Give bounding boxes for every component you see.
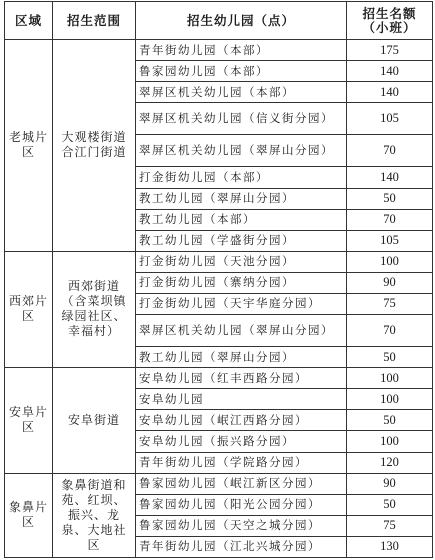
school-cell: 青年街幼儿园（学院路分园） — [136, 452, 347, 473]
count-cell: 105 — [347, 230, 433, 251]
count-cell: 50 — [347, 494, 433, 515]
count-cell: 90 — [347, 272, 433, 293]
school-cell: 翠屏区机关幼儿园（本部） — [136, 82, 347, 103]
header-region: 区域 — [5, 2, 53, 40]
school-cell: 鲁家园幼儿园（阳光公园分园） — [136, 494, 347, 515]
enrollment-table — [4, 1, 433, 558]
count-cell: 100 — [347, 251, 433, 272]
table-row — [5, 473, 433, 494]
school-cell: 翠屏区机关幼儿园（翠屏山分园） — [136, 135, 347, 167]
school-cell: 打金街幼儿园（天宇华庭分园） — [136, 293, 347, 314]
scope-cell: 大观楼街道合江门街道 — [53, 40, 136, 252]
school-cell: 翠屏区机关幼儿园（信义街分园） — [136, 103, 347, 135]
school-cell: 教工幼儿园（学盛街分园） — [136, 230, 347, 251]
scope-cell: 西郊街道（含菜坝镇绿园社区、幸福村） — [53, 251, 136, 367]
scope-cell: 象鼻街道和苑、红坝、振兴、龙泉、大地社区 — [53, 473, 136, 557]
table-row — [5, 368, 433, 389]
school-cell: 打金街幼儿园（天池分园） — [136, 251, 347, 272]
school-cell: 鲁家园幼儿园（岷江新区分园） — [136, 473, 347, 494]
region-cell: 象鼻片区 — [5, 473, 53, 557]
region-cell: 老城片区 — [5, 40, 53, 252]
header-school: 招生幼儿园（点） — [136, 2, 347, 40]
count-cell: 75 — [347, 293, 433, 314]
region-cell: 西郊片区 — [5, 251, 53, 367]
count-cell: 140 — [347, 167, 433, 188]
school-cell: 教工幼儿园（翠屏山分园） — [136, 188, 347, 209]
header-count-line1: 招生名额 — [362, 5, 417, 21]
header-scope: 招生范围 — [53, 2, 136, 40]
school-cell: 青年街幼儿园（江北兴城分园） — [136, 536, 347, 557]
school-cell: 鲁家园幼儿园（本部） — [136, 61, 347, 82]
count-cell: 100 — [347, 389, 433, 410]
count-cell: 70 — [347, 209, 433, 230]
count-cell: 70 — [347, 135, 433, 167]
count-cell: 50 — [347, 188, 433, 209]
school-cell: 安阜幼儿园（岷江西路分园） — [136, 410, 347, 431]
school-cell: 教工幼儿园（本部） — [136, 209, 347, 230]
count-cell: 140 — [347, 82, 433, 103]
school-cell: 安阜幼儿园（红丰西路分园） — [136, 368, 347, 389]
school-cell: 打金街幼儿园（寨纳分园） — [136, 272, 347, 293]
school-cell: 青年街幼儿园（本部） — [136, 40, 347, 61]
count-cell: 105 — [347, 103, 433, 135]
scope-cell: 安阜街道 — [53, 368, 136, 473]
school-cell: 安阜幼儿园（振兴路分园） — [136, 431, 347, 452]
school-cell: 教工幼儿园（翠屏山分园） — [136, 347, 347, 368]
count-cell: 50 — [347, 410, 433, 431]
header-row — [5, 2, 433, 40]
count-cell: 70 — [347, 315, 433, 347]
table-row — [5, 40, 433, 61]
school-cell: 安阜幼儿园 — [136, 389, 347, 410]
count-cell: 50 — [347, 347, 433, 368]
table-body — [5, 40, 433, 558]
count-cell: 100 — [347, 368, 433, 389]
table-row — [5, 251, 433, 272]
count-cell: 175 — [347, 40, 433, 61]
header-count-line2: （小班） — [362, 19, 417, 35]
school-cell: 鲁家园幼儿园（天空之城分园） — [136, 515, 347, 536]
count-cell: 130 — [347, 536, 433, 557]
count-cell: 100 — [347, 431, 433, 452]
count-cell: 140 — [347, 61, 433, 82]
school-cell: 翠屏区机关幼儿园（翠屏山分园） — [136, 315, 347, 347]
region-cell: 安阜片区 — [5, 368, 53, 473]
count-cell: 120 — [347, 452, 433, 473]
count-cell: 90 — [347, 473, 433, 494]
header-count — [347, 2, 433, 40]
count-cell: 75 — [347, 515, 433, 536]
school-cell: 打金街幼儿园（本部） — [136, 167, 347, 188]
